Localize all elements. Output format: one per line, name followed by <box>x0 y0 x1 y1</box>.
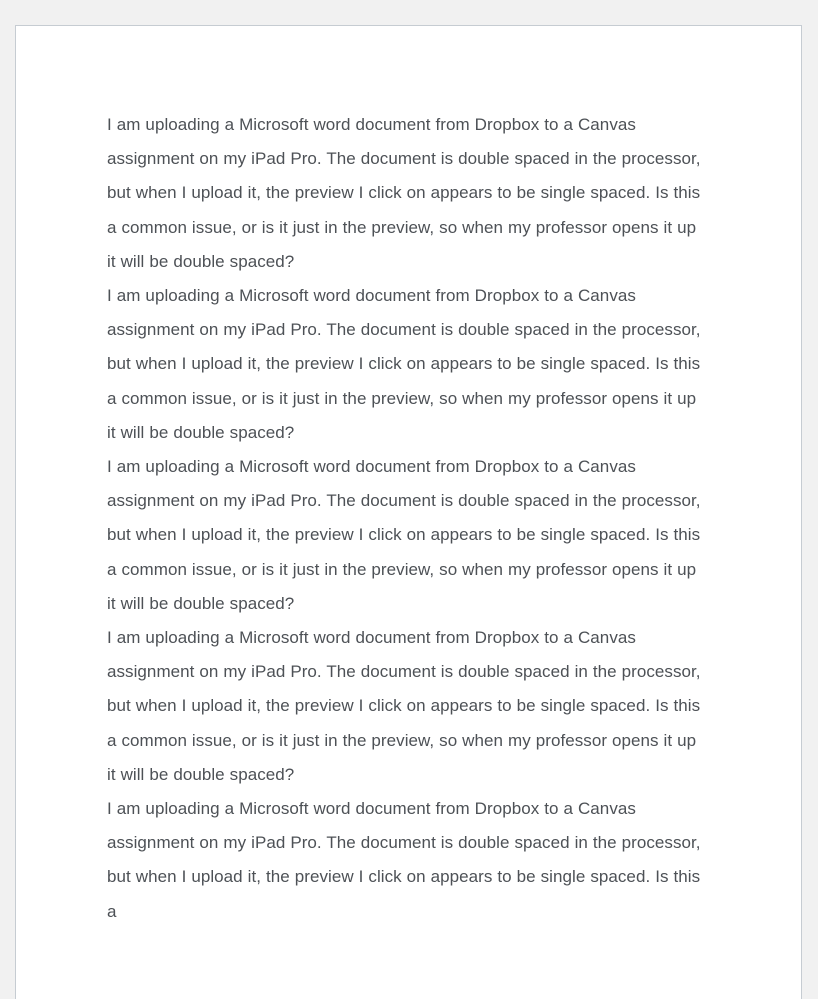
document-paragraph: I am uploading a Microsoft word document from Dropbox to a Canvas assignment on my iPad Pro. The document is double spaced in the processor, but when I upload it, the preview I click on appears to be single spaced. Is this a common issue, or is it just in the preview, so when my professor opens it up it will be double spaced? <box>107 457 701 613</box>
document-text-body <box>107 108 705 929</box>
document-paragraph: I am uploading a Microsoft word document from Dropbox to a Canvas assignment on my iPad Pro. The document is double spaced in the processor, but when I upload it, the preview I click on appears to be single spaced. Is this a common issue, or is it just in the preview, so when my professor opens it up it will be double spaced? <box>107 115 701 271</box>
document-paragraph: I am uploading a Microsoft word document from Dropbox to a Canvas assignment on my iPad Pro. The document is double spaced in the processor, but when I upload it, the preview I click on appears to be single spaced. Is this a common issue, or is it just in the preview, so when my professor opens it up it will be double spaced? <box>107 286 701 442</box>
document-sheet <box>15 25 802 999</box>
document-paragraph: I am uploading a Microsoft word document from Dropbox to a Canvas assignment on my iPad Pro. The document is double spaced in the processor, but when I upload it, the preview I click on appears to be single spaced. Is this a <box>107 799 701 921</box>
document-paragraph: I am uploading a Microsoft word document from Dropbox to a Canvas assignment on my iPad Pro. The document is double spaced in the processor, but when I upload it, the preview I click on appears to be single spaced. Is this a common issue, or is it just in the preview, so when my professor opens it up it will be double spaced? <box>107 628 701 784</box>
